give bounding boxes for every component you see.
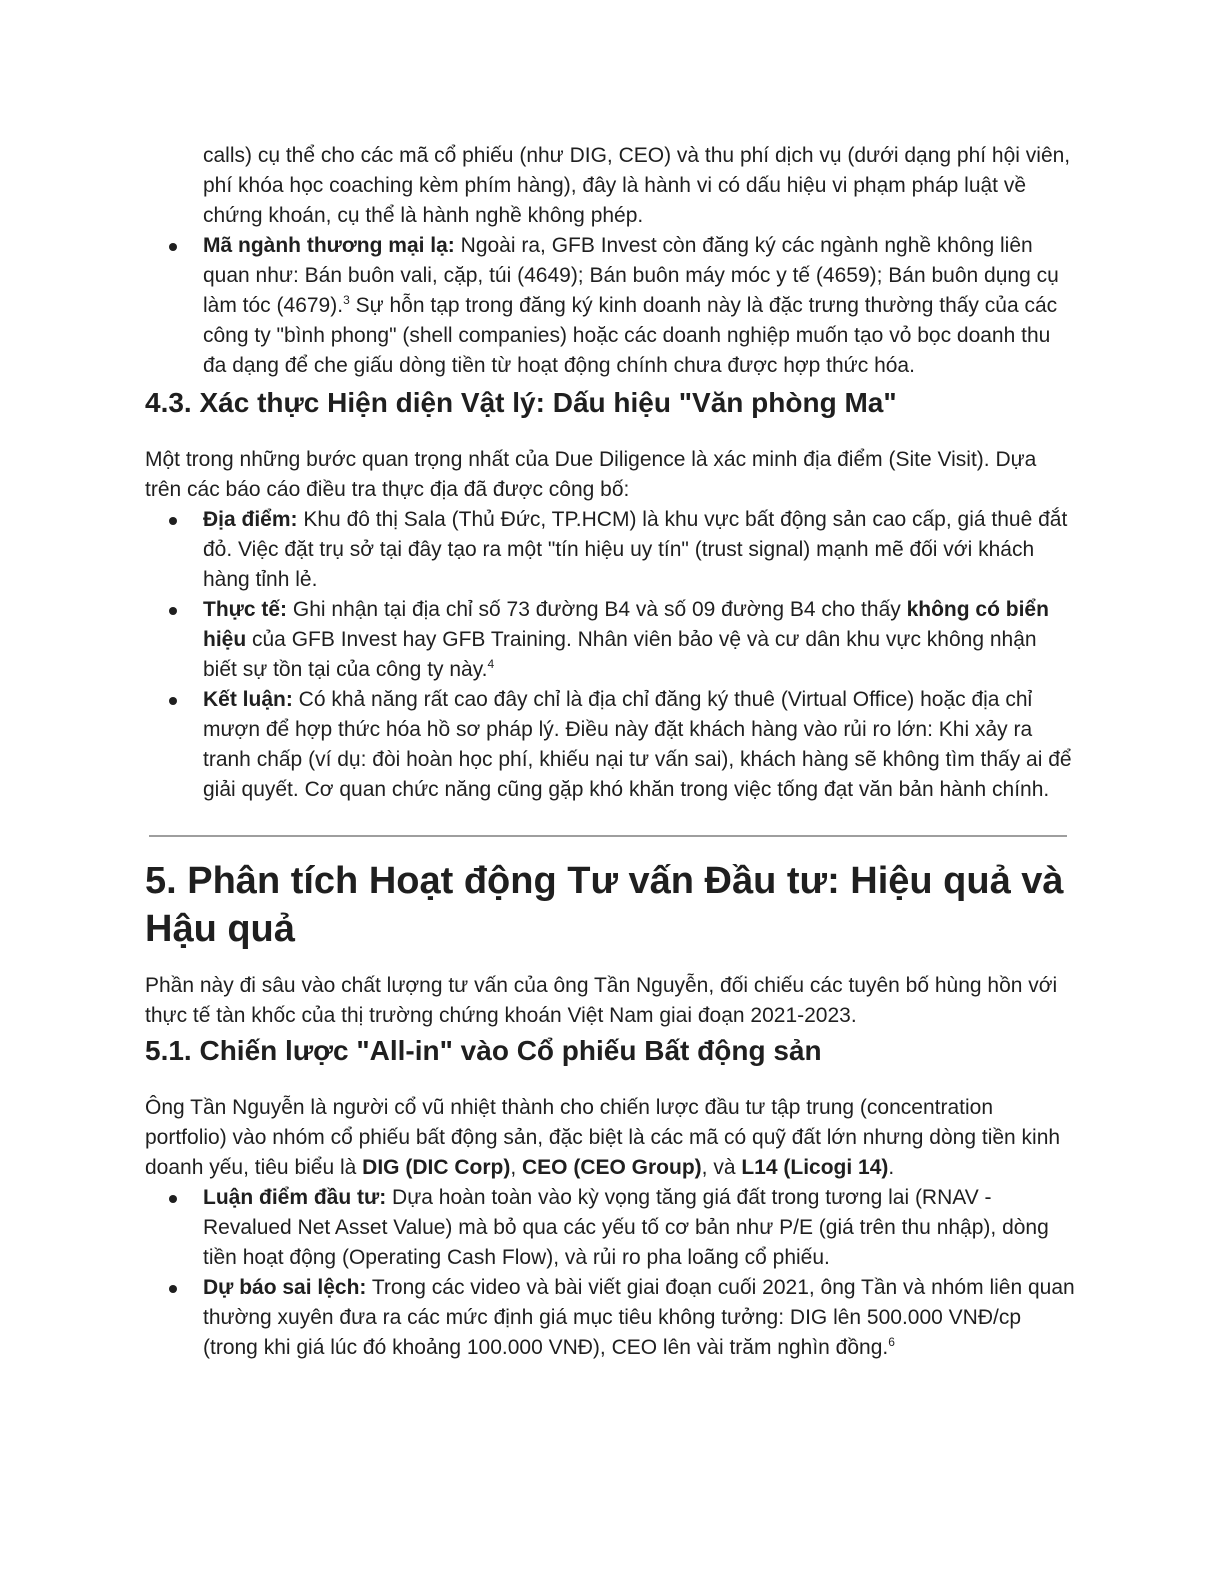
bullet-label: Dự báo sai lệch: [203,1276,367,1299]
bullet-text: Trong các video và bài viết giai đoạn cuối 2021, ông Tần và nhóm liên quan thường xuyên đưa ra các mức định giá mục tiêu không tưởng: DIG lên 500.000 VNĐ/cp (trong khi giá lúc đó khoảng 100.000 VNĐ), CEO lên vài trăm nghìn đồng. [203,1276,1075,1359]
bullet-icon [169,607,177,615]
bullet-text: Khu đô thị Sala (Thủ Đức, TP.HCM) là khu vực bất động sản cao cấp, giá thuê đắt đỏ. Việc đặt trụ sở tại đây tạo ra một "tín hiệu uy tín" (trust signal) mạnh mẽ đối với khách hàng tỉnh lẻ. [203,508,1068,591]
bullet-list-5-1 [145,1183,1075,1363]
bullet-icon [169,1195,177,1203]
bullet-emphasis: không có biển hiệu [203,598,1049,651]
list-item [145,1273,1075,1363]
section-paragraph: Phần này đi sâu vào chất lượng tư vấn của ông Tần Nguyễn, đối chiếu các tuyên bố hùng hồn với thực tế tàn khốc của thị trường chứng khoán Việt Nam giai đoạn 2021-2023. [145,974,1058,1027]
bullet-text: Có khả năng rất cao đây chỉ là địa chỉ đăng ký thuê (Virtual Office) hoặc địa chỉ mượn để hợp thức hóa hồ sơ pháp lý. Điều này đặt khách hàng vào rủi ro lớn: Khi xảy ra tranh chấp (ví dụ: đòi hoàn học phí, khiếu nại tư vấn sai), khách hàng sẽ không tìm thấy ai để giải quyết. Cơ quan chức năng cũng gặp khó khăn trong việc tống đạt văn bản hành chính. [203,688,1072,801]
paragraph-text: Ông Tần Nguyễn là người cổ vũ nhiệt thành cho chiến lược đầu tư tập trung (concentration portfolio) vào nhóm cổ phiếu bất động sản, đặc biệt là các mã có quỹ đất lớn nhưng dòng tiền kinh doanh yếu, tiêu biểu là [145,1096,1061,1179]
bullet-text: Dựa hoàn toàn vào kỳ vọng tăng giá đất trong tương lai (RNAV - Revalued Net Asset Value) mà bỏ qua các yếu tố cơ bản như P/E (giá trên thu nhập), dòng tiền hoạt động (Operating Cash Flow), và rủi ro pha loãng cổ phiếu. [203,1186,1049,1269]
bullet-label: Thực tế: [203,598,288,621]
ticker-l14: L14 (Licogi 14) [741,1156,889,1179]
bullet-icon [169,243,177,251]
list-item [145,505,1075,595]
ticker-dig: DIG (DIC Corp) [362,1156,511,1179]
section-heading-5: 5. Phân tích Hoạt động Tư vấn Đầu tư: Hiệu quả và Hậu quả [145,860,1064,950]
bullet-list-4-2 [145,231,1075,381]
footnote-ref[interactable]: 3 [343,293,350,307]
list-item [145,231,1075,381]
bullet-text: của GFB Invest hay GFB Training. Nhân viên bảo vệ và cư dân khu vực không nhận biết sự tồn tại của công ty này. [203,628,1037,681]
section-heading-5-1: 5.1. Chiến lược "All-in" vào Cổ phiếu Bất động sản [145,1035,822,1066]
separator-text: , và [701,1156,742,1179]
separator-text: . [888,1156,895,1179]
list-item [145,595,1075,685]
list-item [145,685,1075,805]
bullet-label: Địa điểm: [203,508,298,531]
ticker-ceo: CEO (CEO Group) [522,1156,702,1179]
section-heading-4-3: 4.3. Xác thực Hiện diện Vật lý: Dấu hiệu "Văn phòng Ma" [145,387,897,418]
bullet-label: Mã ngành thương mại lạ: [203,234,455,257]
bullet-label: Luận điểm đầu tư: [203,1186,387,1209]
bullet-text: Sự hỗn tạp trong đăng ký kinh doanh này là đặc trưng thường thấy của các công ty "bình phong" (shell companies) hoặc các doanh nghiệp muốn tạo vỏ bọc doanh thu đa dạng để che giấu dòng tiền từ hoạt động chính chưa được hợp thức hóa. [203,294,1058,377]
list-item [145,1183,1075,1273]
bullet-icon [169,1285,177,1293]
bullet-label: Kết luận: [203,688,293,711]
bullet-text: Ngoài ra, GFB Invest còn đăng ký các ngành nghề không liên quan như: Bán buôn vali, cặp, túi (4649); Bán buôn máy móc y tế (4659); Bán buôn dụng cụ làm tóc (4679). [203,234,1059,317]
document-content [145,141,1075,1363]
separator-text: , [510,1156,522,1179]
bullet-list-4-3 [145,505,1075,805]
continued-bullet-text: calls) cụ thể cho các mã cổ phiếu (như DIG, CEO) và thu phí dịch vụ (dưới dạng phí hội viên, phí khóa học coaching kèm phím hàng), đây là hành vi có dấu hiệu vi phạm pháp luật về chứng khoán, cụ thể là hành nghề không phép. [203,144,1071,227]
section-divider [149,835,1067,837]
bullet-icon [169,517,177,525]
footnote-ref[interactable]: 4 [487,657,495,671]
footnote-ref[interactable]: 6 [888,1335,895,1349]
section-paragraph: Một trong những bước quan trọng nhất của Due Diligence là xác minh địa điểm (Site Visit). Dựa trên các báo cáo điều tra thực địa đã được công bố: [145,448,1037,501]
bullet-icon [169,697,177,705]
bullet-text: Ghi nhận tại địa chỉ số 73 đường B4 và số 09 đường B4 cho thấy [287,598,907,621]
section-paragraph [145,1093,1075,1183]
